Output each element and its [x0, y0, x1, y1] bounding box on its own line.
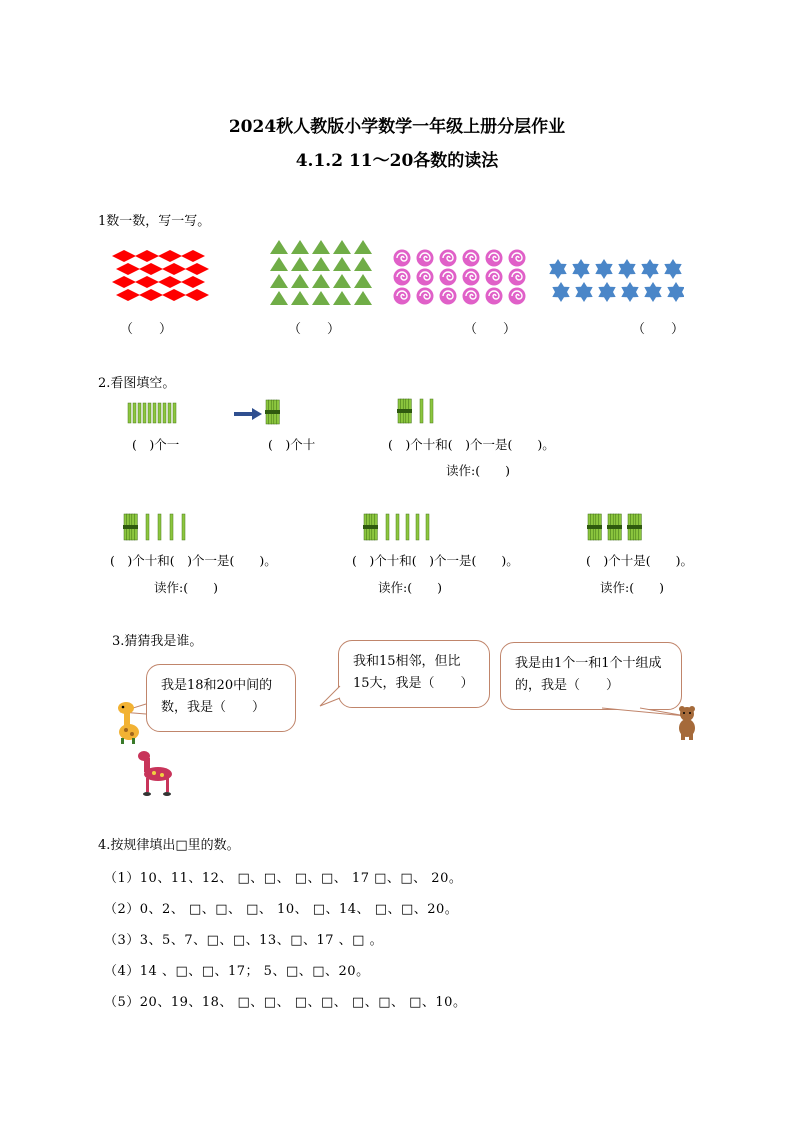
diamond-shape — [112, 250, 136, 262]
swirl-candy — [440, 269, 457, 286]
star-shape — [549, 259, 566, 279]
swirl-candy — [394, 250, 411, 267]
triangle-shape — [270, 274, 288, 288]
stick — [148, 403, 151, 423]
star-shape — [618, 259, 635, 279]
stick — [163, 403, 166, 423]
diamond-shape — [158, 276, 182, 288]
stick — [143, 403, 146, 423]
swirl-candy — [486, 288, 503, 305]
speech-bubble-3 — [500, 642, 682, 710]
speech-bubble-1 — [146, 664, 296, 732]
stick — [416, 514, 419, 540]
diamond-shape — [139, 263, 163, 275]
diamond-shape — [135, 276, 159, 288]
swirl-candy — [486, 269, 503, 286]
bubble-2-tail — [318, 684, 342, 708]
stick — [168, 403, 171, 423]
bubble-3-text: 我是由1个一和1个十组成的，我是（ ） — [515, 656, 662, 693]
bundle-tie — [363, 525, 378, 529]
triangle-shape — [312, 291, 330, 305]
bear-icon — [672, 704, 702, 742]
triangle-shape — [333, 257, 351, 271]
triangle-shape — [270, 240, 288, 254]
q4-heading: 4.按规律填出□里的数。 — [98, 838, 240, 853]
stick — [430, 399, 433, 423]
three-bundles — [586, 512, 648, 542]
triangle-shape — [333, 240, 351, 254]
q2-fill-2[interactable]: ( )个十和( )个一是( )。 — [110, 553, 277, 568]
triangle-shape — [354, 257, 372, 271]
swirl-candy — [440, 250, 457, 267]
stick — [173, 403, 176, 423]
swirl-candy — [417, 269, 434, 286]
q2-read-4[interactable]: 读作:( ) — [600, 580, 664, 595]
diamond-shape — [116, 289, 140, 301]
q1-answer-1[interactable]: （ ） — [120, 322, 173, 337]
star-shape — [552, 282, 569, 302]
star-shape — [644, 282, 661, 302]
stick — [133, 403, 136, 423]
q2-heading: 2.看图填空。 — [98, 376, 176, 391]
arrow-to-bundle — [232, 398, 282, 426]
page-title: 2024秋人教版小学数学一年级上册分层作业 — [228, 117, 566, 137]
sequence-line-1[interactable]: （1）10、11、12、 □、□、 □、□、 17 □、□、 20。 — [104, 871, 463, 886]
triangle-shape — [312, 274, 330, 288]
bundle-tie — [265, 410, 280, 414]
swirl-candy — [509, 250, 526, 267]
stick — [396, 514, 399, 540]
bundle-tie — [123, 525, 138, 529]
q2-read-3[interactable]: 读作:( ) — [378, 580, 442, 595]
speech-bubble-2 — [338, 640, 490, 708]
q2-read-2[interactable]: 读作:( ) — [154, 580, 218, 595]
diamond-shape — [181, 276, 205, 288]
stick — [158, 514, 161, 540]
stick — [170, 514, 173, 540]
swirl-candy — [509, 269, 526, 286]
stick — [128, 403, 131, 423]
triangle-shape — [270, 257, 288, 271]
swirl-candy — [486, 250, 503, 267]
star-shape — [595, 259, 612, 279]
triangle-shape — [333, 274, 351, 288]
stick — [386, 514, 389, 540]
stick — [182, 514, 185, 540]
diamond-shape — [185, 289, 209, 301]
tens-count-label: ( )个十 — [268, 437, 316, 452]
star-group — [548, 258, 684, 306]
horse-toy-icon — [136, 748, 176, 798]
swirl-candy — [394, 288, 411, 305]
diamond-group — [110, 248, 215, 304]
star-shape — [575, 282, 592, 302]
ones-count-label: ( )个一 — [132, 437, 180, 452]
sequence-line-2[interactable]: （2）0、2、 □、□、 □、 10、 □、14、 □、□、20。 — [104, 902, 459, 917]
triangle-shape — [312, 257, 330, 271]
triangle-shape — [291, 240, 309, 254]
star-shape — [641, 259, 658, 279]
diamond-shape — [116, 263, 140, 275]
sequence-line-5[interactable]: （5）20、19、18、 □、□、 □、□、 □、□、 □、10。 — [104, 995, 467, 1010]
star-shape — [572, 259, 589, 279]
q1-answer-3[interactable]: （ ） — [464, 322, 517, 337]
diamond-shape — [158, 250, 182, 262]
stick — [426, 514, 429, 540]
q2-read-1[interactable]: 读作:( ) — [446, 463, 510, 478]
sequence-line-4[interactable]: （4）14 、□、□、17； 5、□、□、20。 — [104, 964, 370, 979]
bundle-plus-two — [396, 397, 446, 425]
q3-heading: 3.猜猜我是谁。 — [112, 634, 203, 649]
bubble-2-text: 我和15相邻，但比15大，我是（ ） — [353, 654, 474, 691]
ten-ones-sticks — [126, 401, 182, 425]
star-shape — [667, 282, 684, 302]
q1-heading: 1数一数，写一写。 — [98, 214, 211, 229]
triangle-shape — [291, 291, 309, 305]
q2-fill-4[interactable]: ( )个十是( )。 — [586, 553, 694, 568]
q2-fill-3[interactable]: ( )个十和( )个一是( )。 — [352, 553, 519, 568]
triangle-group — [266, 236, 378, 306]
diamond-shape — [162, 263, 186, 275]
triangle-shape — [270, 291, 288, 305]
giraffe-icon — [112, 700, 142, 744]
triangle-shape — [291, 257, 309, 271]
q1-answer-2[interactable]: （ ） — [288, 322, 341, 337]
triangle-shape — [312, 240, 330, 254]
swirl-candy-group — [392, 248, 532, 306]
stick — [138, 403, 141, 423]
page-subtitle: 4.1.2 11～20各数的读法 — [295, 151, 499, 171]
swirl-candy — [417, 288, 434, 305]
diamond-shape — [139, 289, 163, 301]
diamond-shape — [135, 250, 159, 262]
bundle-tie — [587, 525, 602, 529]
sequence-line-3[interactable]: （3）3、5、7、□、□、13、□、17 、□ 。 — [104, 933, 384, 948]
bubble-1-text: 我是18和20中间的数，我是（ ） — [161, 678, 273, 715]
stick — [158, 403, 161, 423]
triangle-shape — [291, 274, 309, 288]
bundle-tie — [607, 525, 622, 529]
diamond-shape — [181, 250, 205, 262]
diamond-shape — [112, 276, 136, 288]
bundle-plus-four — [122, 512, 198, 542]
star-shape — [621, 282, 638, 302]
swirl-candy — [463, 250, 480, 267]
star-shape — [598, 282, 615, 302]
bundle-plus-five — [362, 512, 442, 542]
q1-answer-4[interactable]: （ ） — [632, 322, 685, 337]
bundle-tie — [397, 409, 412, 413]
star-shape — [664, 259, 681, 279]
stick — [406, 514, 409, 540]
stick — [146, 514, 149, 540]
triangle-shape — [354, 274, 372, 288]
diamond-shape — [162, 289, 186, 301]
swirl-candy — [394, 269, 411, 286]
triangle-shape — [354, 240, 372, 254]
swirl-candy — [417, 250, 434, 267]
swirl-candy — [463, 269, 480, 286]
stick — [420, 399, 423, 423]
triangle-shape — [354, 291, 372, 305]
triangle-shape — [333, 291, 351, 305]
bundle-tie — [627, 525, 642, 529]
swirl-candy — [463, 288, 480, 305]
swirl-candy — [509, 288, 526, 305]
stick — [153, 403, 156, 423]
swirl-candy — [440, 288, 457, 305]
q2-fill-1[interactable]: ( )个十和( )个一是( )。 — [388, 437, 555, 452]
diamond-shape — [185, 263, 209, 275]
